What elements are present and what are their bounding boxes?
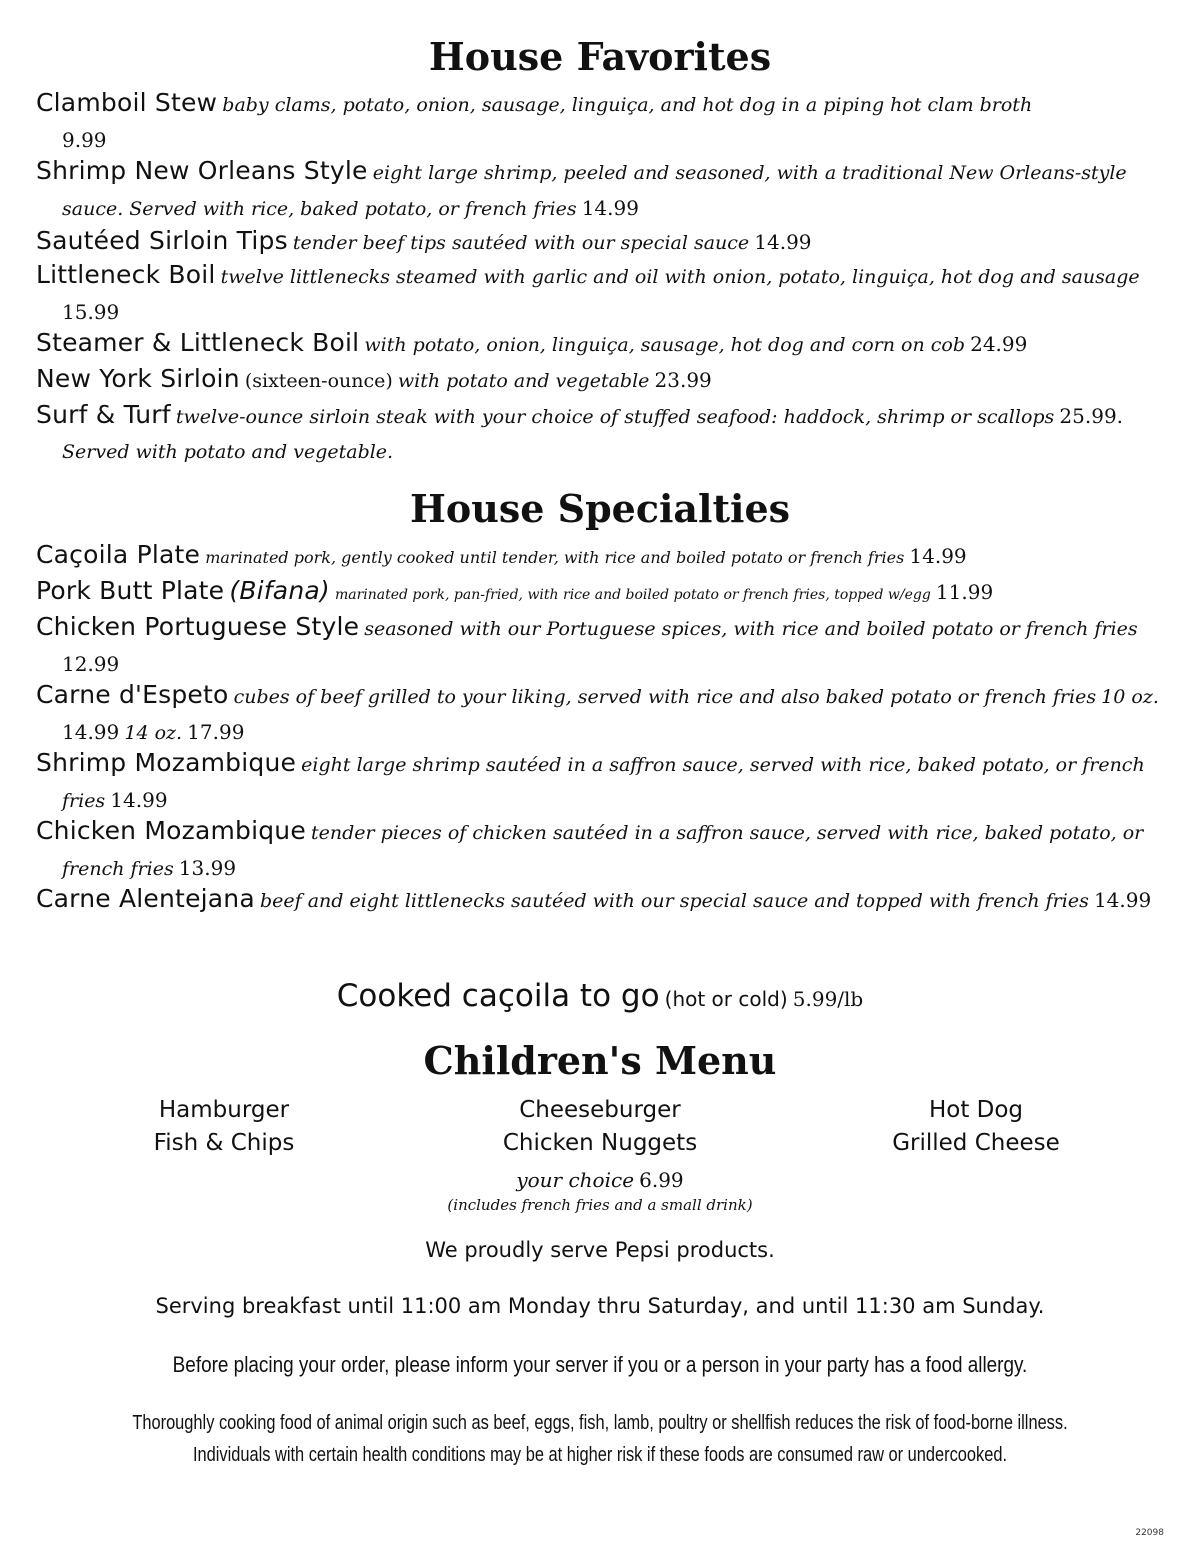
kids-item: Cheeseburger xyxy=(519,1097,681,1123)
item-price: 13.99 xyxy=(178,856,237,880)
item-description: seasoned with our Portuguese spices, with rice and boiled potato or french fries xyxy=(364,618,1138,640)
pepsi-note: We proudly serve Pepsi products. xyxy=(425,1238,775,1262)
allergy-notice: Before placing your order, please inform your server if you or a person in your party has a food allergy. xyxy=(172,1352,1028,1377)
item-price: 14.99 xyxy=(581,196,639,220)
item-price: 17.99 xyxy=(187,720,245,744)
breakfast-hours-note: Serving breakfast until 11:00 am Monday thru Saturday, and until 11:30 am Sunday. xyxy=(155,1294,1045,1318)
item-size: (sixteen-ounce) xyxy=(244,370,393,392)
kids-item: Grilled Cheese xyxy=(892,1130,1060,1156)
menu-item-pork-butt-plate xyxy=(36,574,1196,612)
house-favorites-heading: House Favorites xyxy=(428,34,772,79)
item-price: 15.99 xyxy=(62,300,120,324)
cacoila-to-go-line xyxy=(0,974,1200,1023)
menu-item-shrimp-mozambique xyxy=(36,746,1166,819)
item-price: 14.99 xyxy=(62,720,120,744)
item-name: Shrimp Mozambique xyxy=(36,748,297,777)
item-price: 14.99 xyxy=(909,544,967,568)
item-name: Chicken Portuguese Style xyxy=(36,612,360,641)
item-price: 25.99. xyxy=(1059,404,1124,428)
item-name: Shrimp New Orleans Style xyxy=(36,156,368,185)
menu-item-shrimp-new-orleans xyxy=(36,154,1166,227)
item-price: 14.99 xyxy=(1093,888,1152,912)
item-description: eight large shrimp, peeled and seasoned, with a traditional New Orleans-style sauce. Served with rice, baked potato, or french fries xyxy=(62,162,1127,220)
food-safety-warning-2: Individuals with certain health conditions may be at higher risk if these foods are consumed raw or undercooked. xyxy=(192,1444,1008,1466)
item-price: 11.99 xyxy=(935,580,994,604)
item-description: with potato and vegetable xyxy=(397,370,650,392)
item-name: Sautéed Sirloin Tips xyxy=(36,226,288,255)
item-price: 14.99 xyxy=(754,230,812,254)
to-go-label: Cooked caçoila to go xyxy=(336,978,660,1014)
house-specialties-heading: House Specialties xyxy=(409,486,791,531)
item-description: tender beef tips sautéed with our special sauce xyxy=(292,232,750,254)
item-description: baby clams, potato, onion, sausage, linguiça, and hot dog in a piping hot clam broth xyxy=(222,94,1033,116)
item-description: cubes of beef grilled to your liking, served with rice and also baked potato or french fries xyxy=(233,686,1097,708)
kids-choice-label: your choice xyxy=(516,1168,635,1192)
item-name: Littleneck Boil xyxy=(36,260,216,289)
item-size: 14 oz. xyxy=(124,722,183,744)
menu-item-sirloin-tips xyxy=(36,224,1166,261)
item-name: Chicken Mozambique xyxy=(36,816,306,845)
item-name: Clamboil Stew xyxy=(36,88,218,117)
kids-column-3 xyxy=(826,1094,1126,1160)
menu-item-carne-espeto xyxy=(36,678,1166,751)
item-description: eight large shrimp sautéed in a saffron sauce, served with rice, baked potato, or french fries xyxy=(62,754,1145,812)
item-name: Pork Butt Plate xyxy=(36,576,225,605)
item-description: twelve-ounce sirloin steak with your choice of stuffed seafood: haddock, shrimp or scallops xyxy=(175,406,1055,428)
to-go-price: 5.99/lb xyxy=(792,987,864,1011)
menu-item-cacoila-plate xyxy=(36,538,1166,575)
kids-column-2 xyxy=(450,1094,750,1160)
item-price: 12.99 xyxy=(62,652,120,676)
item-price: 23.99 xyxy=(654,368,712,392)
kids-item: Fish & Chips xyxy=(153,1130,295,1156)
kids-price: 6.99 xyxy=(639,1168,684,1192)
item-size: 10 oz. xyxy=(1101,686,1159,708)
item-name: New York Sirloin xyxy=(36,364,240,393)
item-alt-name: (Bifana) xyxy=(229,576,330,605)
item-description: marinated pork, pan-fried, with rice and boiled potato or french fries, topped w/egg xyxy=(334,587,931,603)
menu-item-surf-turf xyxy=(36,398,1166,470)
to-go-note: (hot or cold) xyxy=(664,987,788,1011)
menu-item-chicken-mozambique xyxy=(36,814,1166,887)
item-name: Carne Alentejana xyxy=(36,884,255,913)
kids-column-1 xyxy=(74,1094,374,1160)
item-description: beef and eight littlenecks sautéed with our special sauce and topped with french fries xyxy=(259,890,1089,912)
menu-item-carne-alentejana xyxy=(36,882,1166,919)
item-description: tender pieces of chicken sautéed in a saffron sauce, served with rice, baked potato, or french fries xyxy=(62,822,1144,880)
kids-item: Hamburger xyxy=(158,1097,290,1123)
item-name: Caçoila Plate xyxy=(36,540,201,569)
menu-item-chicken-portuguese xyxy=(36,610,1166,683)
childrens-menu-heading: Children's Menu xyxy=(423,1038,777,1083)
kids-item: Hot Dog xyxy=(928,1097,1024,1123)
item-note: Served with potato and vegetable. xyxy=(62,441,394,463)
menu-item-littleneck-boil xyxy=(36,258,1166,331)
item-price: 24.99 xyxy=(970,332,1028,356)
item-name: Carne d'Espeto xyxy=(36,680,229,709)
item-description: twelve littlenecks steamed with garlic and oil with onion, potato, linguiça, hot dog and sausage xyxy=(220,266,1140,288)
kids-includes-note: (includes french fries and a small drink) xyxy=(447,1196,753,1214)
menu-item-clamboil-stew xyxy=(36,86,1166,159)
menu-item-steamer-littleneck-boil xyxy=(36,326,1166,363)
item-name: Surf & Turf xyxy=(36,400,171,429)
item-price: 9.99 xyxy=(62,128,107,152)
food-safety-warning-1: Thoroughly cooking food of animal origin such as beef, eggs, fish, lamb, poultry or shellfish reduces the risk of food-borne illness. xyxy=(132,1412,1068,1434)
item-description: with potato, onion, linguiça, sausage, hot dog and corn on cob xyxy=(364,334,965,356)
menu-code: 22098 xyxy=(1135,1528,1164,1538)
item-description: marinated pork, gently cooked until tender, with rice and boiled potato or french fries xyxy=(205,548,905,567)
kids-item: Chicken Nuggets xyxy=(502,1130,698,1156)
item-price: 14.99 xyxy=(110,788,168,812)
item-name: Steamer & Littleneck Boil xyxy=(36,328,360,357)
menu-item-new-york-sirloin xyxy=(36,362,1166,399)
kids-price-line xyxy=(0,1164,1200,1198)
